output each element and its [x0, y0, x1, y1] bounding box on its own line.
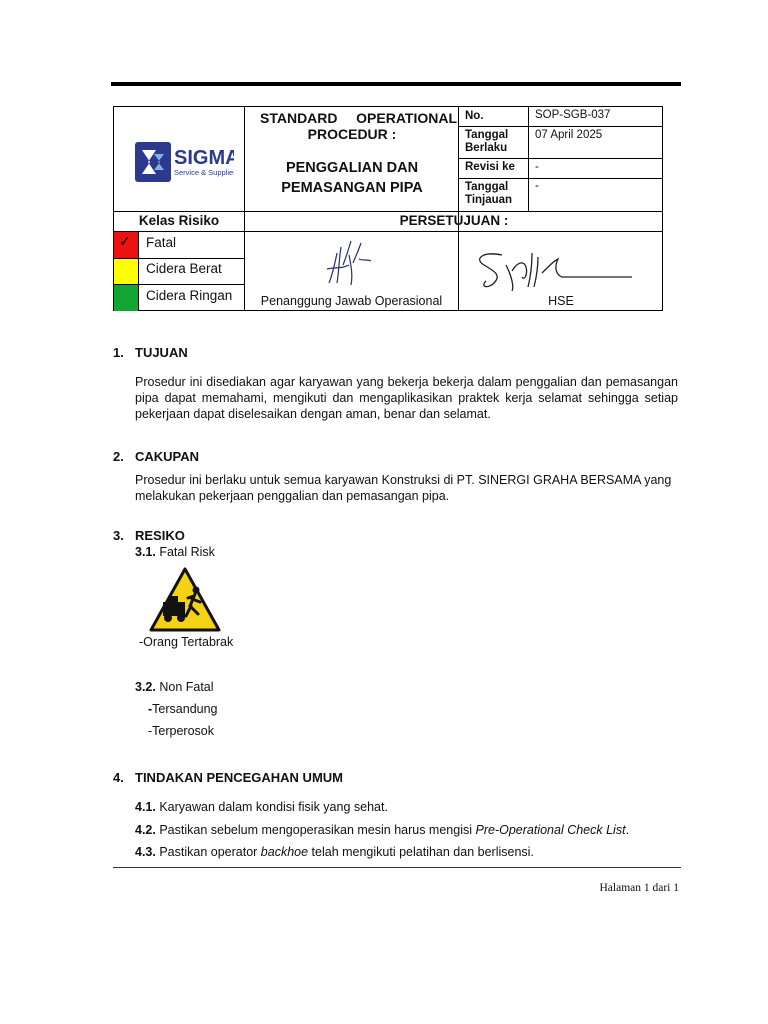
approver-hse-label: HSE [548, 294, 574, 308]
top-rule [111, 82, 681, 86]
signature-operasional [319, 235, 389, 290]
approver-operasional-label: Penanggung Jawab Operasional [260, 294, 443, 308]
nonfatal-item-tersandung: -Tersandung [148, 702, 218, 716]
tindakan-item: 4.3. Pastikan operator backhoe telah mengikuti pelatihan dan berlisensi. [135, 845, 534, 859]
divider [458, 158, 663, 159]
divider [138, 231, 139, 311]
risk-swatch-cidera-berat [114, 259, 138, 284]
risk-label-cidera-berat: Cidera Berat [146, 261, 222, 276]
divider [458, 107, 459, 311]
section-tujuan-text: Prosedur ini disediakan agar karyawan yang bekerja bekerja dalam penggalian dan pemasangan pipa dapat memahami, mengikuti dan mengaplikasikan praktek kerja selamat sehingga setiap pekerjaan dapat diselesaikan dengan aman, benar dan selamat. [135, 375, 678, 421]
section-tindakan-heading: 4. TINDAKAN PENCEGAHAN UMUM [113, 770, 343, 785]
section-cakupan-heading: 2. CAKUPAN [113, 449, 200, 464]
fatal-risk-caption: -Orang Tertabrak [139, 635, 234, 649]
sop-subtitle: PENGGALIAN DAN PEMASANGAN PIPA [281, 160, 423, 196]
divider [244, 107, 245, 311]
section-resiko-heading: 3. RESIKO [113, 528, 185, 543]
check-icon: ✓ [119, 233, 131, 249]
divider [458, 178, 663, 179]
sop-title: STANDARD OPERATIONAL PROCEDUR : [260, 110, 457, 142]
meta-label-no: No. [465, 110, 484, 122]
divider [114, 211, 663, 212]
meta-label-tanggal-tinjauan: Tanggal Tinjauan [465, 181, 513, 206]
svg-text:SIGMA: SIGMA [174, 147, 234, 169]
tindakan-item: 4.1. Karyawan dalam kondisi fisik yang sehat. [135, 800, 388, 814]
company-logo [134, 140, 234, 184]
meta-label-revisi: Revisi ke [465, 161, 515, 173]
svg-text:Service & Supplies: Service & Supplies [174, 168, 234, 177]
nonfatal-item-terperosok: -Terperosok [148, 724, 214, 738]
signature-hse [472, 247, 637, 297]
section-cakupan-text: Prosedur ini berlaku untuk semua karyawan Konstruksi di PT. SINERGI GRAHA BERSAMA yang melakukan pekerjaan penggalian dan pemasangan pipa. [135, 473, 672, 503]
meta-value-tanggal-tinjauan: - [535, 180, 539, 192]
divider [458, 126, 663, 127]
meta-value-revisi: - [535, 161, 539, 173]
meta-label-tanggal-berlaku: Tanggal Berlaku [465, 129, 509, 154]
nonfatal-risk-item: 3.2. Non Fatal [135, 680, 214, 694]
kelas-risiko-label: Kelas Risiko [138, 213, 220, 228]
divider [528, 107, 529, 211]
section-tujuan-heading: 1. TUJUAN [113, 345, 188, 360]
tindakan-item: 4.2. Pastikan sebelum mengoperasikan mesin harus mengisi Pre-Operational Check List. [135, 823, 630, 837]
fatal-risk-item: 3.1. Fatal Risk [135, 545, 215, 559]
divider [114, 231, 663, 232]
page-number: Halaman 1 dari 1 [599, 882, 679, 894]
meta-value-no: SOP-SGB-037 [535, 109, 611, 121]
bottom-rule [113, 867, 681, 868]
risk-label-cidera-ringan: Cidera Ringan [146, 288, 233, 303]
risk-label-fatal: Fatal [146, 235, 177, 250]
sop-header-table [113, 106, 663, 311]
risk-swatch-fatal [114, 232, 138, 258]
meta-value-tanggal-berlaku: 07 April 2025 [535, 129, 603, 141]
person-struck-warning-icon [148, 566, 222, 634]
persetujuan-label: PERSETUJUAN : [399, 213, 509, 228]
risk-swatch-cidera-ringan [114, 285, 138, 311]
